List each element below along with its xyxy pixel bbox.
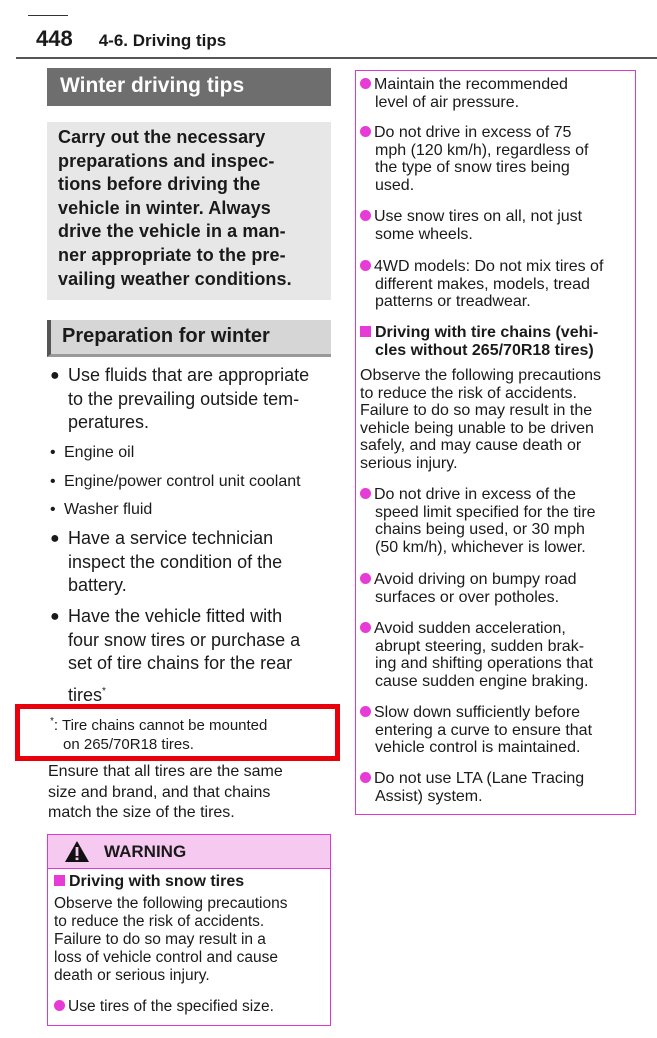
right-item-line: level of air pressure. xyxy=(375,93,520,111)
magenta-square-icon xyxy=(360,326,371,337)
chain-item-line xyxy=(360,620,630,638)
chains-heading-line: cles without 265/70R18 tires) xyxy=(375,341,594,359)
chain-item-line: entering a curve to ensure that xyxy=(375,721,593,739)
chains-heading-text: Driving with tire chains (vehi- xyxy=(375,324,599,341)
chain-item-line: ing and shifting operations that xyxy=(375,655,593,673)
magenta-square-icon xyxy=(54,875,65,886)
chain-item xyxy=(360,704,630,757)
chain-item-line xyxy=(360,770,630,788)
ensure-paragraph xyxy=(48,762,338,824)
chain-item-line: cause sudden engine braking. xyxy=(375,672,589,690)
bullet-line: inspect the condition of the xyxy=(68,551,283,572)
right-item xyxy=(360,124,630,194)
intro-line: vehicle in winter. Always xyxy=(58,197,271,218)
right-item-line: different makes, models, tread xyxy=(375,275,590,293)
warning-item xyxy=(54,998,322,1016)
chains-heading-line xyxy=(360,324,630,342)
chain-item-line: Assist) system. xyxy=(375,787,483,805)
footnote-line: on 265/70R18 tires. xyxy=(63,736,194,753)
right-item-line xyxy=(360,258,630,276)
fluid-label: Engine/power control unit coolant xyxy=(64,473,301,490)
chain-item-text: Avoid sudden acceleration, xyxy=(374,620,566,637)
right-item-text: Maintain the recommended xyxy=(374,76,568,93)
intro-line: preparations and inspec- xyxy=(58,150,275,171)
chain-item-line xyxy=(360,704,630,722)
ensure-line: match the size of the tires. xyxy=(48,804,235,821)
chain-item-line xyxy=(360,486,630,504)
ensure-line: Ensure that all tires are the same xyxy=(48,763,283,780)
magenta-dot-icon xyxy=(360,706,371,717)
prep-heading: Preparation for winter xyxy=(47,320,331,357)
chain-item-text: Avoid driving on bumpy road xyxy=(374,571,577,588)
chains-line: serious injury. xyxy=(360,454,458,472)
chains-line: to reduce the risk of accidents. xyxy=(360,384,577,402)
magenta-dot-icon xyxy=(360,260,371,271)
right-item-line: patterns or treadwear. xyxy=(375,293,531,311)
chain-item-text: Slow down sufficiently before xyxy=(374,704,581,721)
chain-item-line: vehicle control is maintained. xyxy=(375,739,581,757)
warning-line: death or serious injury. xyxy=(54,967,210,984)
fluid-label: Engine oil xyxy=(64,444,135,461)
magenta-dot-icon xyxy=(360,488,371,499)
warning-body xyxy=(48,869,330,1016)
bullet-dot-icon: ● xyxy=(50,367,60,384)
intro-line: Carry out the necessary xyxy=(58,127,266,147)
chains-paragraph xyxy=(360,367,630,473)
right-item xyxy=(360,258,630,311)
bullet-dot-icon: ● xyxy=(50,608,60,625)
intro-line: drive the vehicle in a man- xyxy=(58,221,286,242)
warning-triangle-icon xyxy=(64,840,90,863)
header-divider xyxy=(16,57,657,59)
warning-heading-text: Driving with snow tires xyxy=(69,873,245,890)
right-item-line: the type of snow tires being xyxy=(375,159,570,177)
footnote-line xyxy=(50,712,267,735)
fluid-item xyxy=(50,443,134,463)
bullet-line: set of tire chains for the rear xyxy=(68,653,293,674)
page-header xyxy=(36,26,226,56)
bullet-snow-tires xyxy=(50,605,332,707)
warning-header xyxy=(48,835,330,869)
intro-line: vailing weather conditions. xyxy=(58,268,292,289)
warning-label: WARNING xyxy=(104,841,187,861)
magenta-dot-icon xyxy=(360,126,371,137)
chain-item-line xyxy=(360,571,630,589)
bullet-line: Have a service technician xyxy=(68,528,274,548)
bullet-line: peratures. xyxy=(68,412,150,433)
right-item-text: 4WD models: Do not mix tires of xyxy=(374,258,604,275)
footnote-symbol: * xyxy=(50,716,54,727)
warning-item-text: Use tires of the specified size. xyxy=(68,998,274,1015)
footnote-marker: * xyxy=(102,685,106,697)
bullet-dot-icon: ● xyxy=(50,530,60,547)
chain-item-line: (50 km/h), whichever is lower. xyxy=(375,538,586,556)
chain-item-line: speed limit specified for the tire xyxy=(375,503,596,521)
small-dot-icon: • xyxy=(50,444,56,461)
chains-line: vehicle being unable to be driven xyxy=(360,419,594,437)
small-dot-icon: • xyxy=(50,501,56,518)
chain-item-line: abrupt steering, sudden brak- xyxy=(375,637,585,655)
fluid-item xyxy=(50,500,152,520)
chain-item-line: surfaces or over potholes. xyxy=(375,588,560,606)
warning-line: loss of vehicle control and cause xyxy=(54,949,279,966)
chain-item xyxy=(360,571,630,606)
footnote xyxy=(50,712,267,754)
bullet-line: battery. xyxy=(68,575,127,596)
intro-box xyxy=(47,122,331,300)
warning-box xyxy=(47,834,331,1026)
bullet-battery xyxy=(50,527,332,598)
bullet-line: Have the vehicle fitted with xyxy=(68,606,283,626)
warning-line: to reduce the risk of accidents. xyxy=(54,913,265,930)
magenta-dot-icon xyxy=(360,78,371,89)
warning-heading xyxy=(54,873,322,891)
chains-heading xyxy=(360,324,630,359)
magenta-dot-icon xyxy=(360,622,371,633)
chains-line: safely, and may cause death or xyxy=(360,437,582,455)
small-dot-icon: • xyxy=(50,473,56,490)
magenta-dot-icon xyxy=(360,772,371,783)
warning-line: Failure to do so may result in a xyxy=(54,931,266,948)
chain-item xyxy=(360,620,630,690)
chain-item-text: Do not drive in excess of the xyxy=(374,486,576,503)
page-number: 448 xyxy=(36,26,73,51)
chains-line: Observe the following precautions xyxy=(360,367,602,384)
right-item-line xyxy=(360,76,630,94)
magenta-dot-icon xyxy=(54,1000,65,1011)
chain-item xyxy=(360,486,630,556)
right-item-text: Use snow tires on all, not just xyxy=(374,208,583,225)
right-item-text: Do not drive in excess of 75 xyxy=(374,124,572,141)
bullet-line: four snow tires or purchase a xyxy=(68,629,301,650)
magenta-dot-icon xyxy=(360,573,371,584)
intro-line: ner appropriate to the pre- xyxy=(58,244,286,265)
fluid-item xyxy=(50,472,301,492)
chain-item xyxy=(360,770,630,805)
section-title: 4-6. Driving tips xyxy=(98,31,227,50)
intro-line: tions before driving the xyxy=(58,174,261,195)
bullet-line: Use fluids that are appropriate xyxy=(68,365,310,385)
bullet-line: to the prevailing outside tem- xyxy=(68,388,300,409)
right-item-line: used. xyxy=(375,176,415,194)
bullet-fluids xyxy=(50,364,332,435)
magenta-dot-icon xyxy=(360,210,371,221)
chain-item-line: chains being used, or 30 mph xyxy=(375,521,585,539)
chains-line: Failure to do so may result in the xyxy=(360,402,593,420)
chain-item-text: Do not use LTA (Lane Tracing xyxy=(374,770,585,787)
right-item-line: mph (120 km/h), regardless of xyxy=(375,141,589,159)
page-title: Winter driving tips xyxy=(47,68,331,106)
top-rule xyxy=(28,15,68,16)
right-item-line xyxy=(360,208,630,226)
right-item-line xyxy=(360,124,630,142)
warning-line: Observe the following precautions xyxy=(54,895,288,912)
ensure-line: size and brand, and that chains xyxy=(48,783,271,801)
right-item-line: some wheels. xyxy=(375,225,473,243)
right-item xyxy=(360,76,630,111)
bullet-line-text: tires xyxy=(68,684,103,705)
right-item xyxy=(360,208,630,243)
footnote-text: : Tire chains cannot be mounted xyxy=(53,717,268,734)
fluid-label: Washer fluid xyxy=(64,501,153,518)
